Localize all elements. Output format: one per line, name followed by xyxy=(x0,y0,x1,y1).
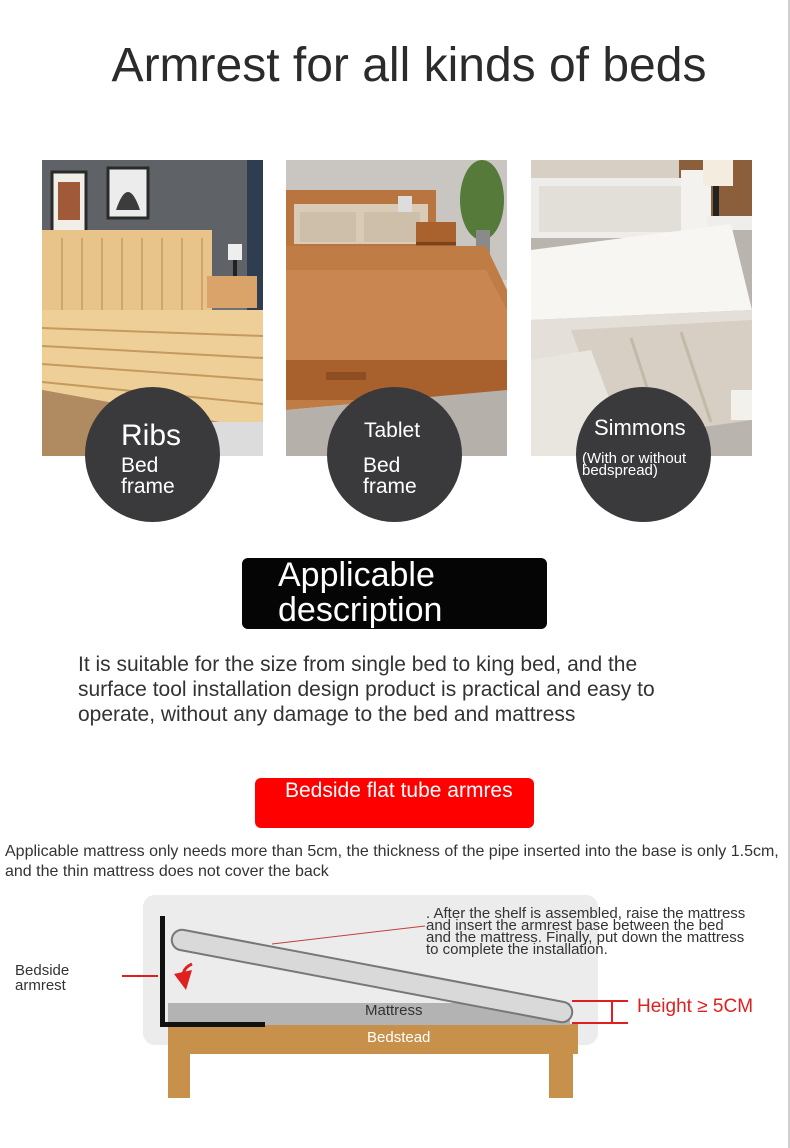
simmons-badge-line1: (With or without xyxy=(582,450,687,467)
page-title: Armrest for all kinds of beds xyxy=(111,39,707,92)
armrest-vertical-bar xyxy=(160,916,165,1026)
bedstead-label: Bedstead xyxy=(367,1029,431,1046)
mattress-requirement: Applicable mattress only needs more than 5cm, the thickness of the pipe inserted into the base is only 1.5cm, and the thin mattress does not cover the back xyxy=(5,843,779,880)
armrest-base-bar xyxy=(160,1022,265,1027)
simmons-badge-title: Simmons xyxy=(594,415,686,440)
tablet-badge-line2: frame xyxy=(363,475,417,498)
ribs-badge-line2: frame xyxy=(121,475,175,498)
applicable-description: It is suitable for the size from single bed to king bed, and the surface tool installation design product is practical and easy to operate, without any damage to the bed and mattress xyxy=(78,653,655,726)
installation-note: . After the shelf is assembled, raise the mattress and insert the armrest base between the bed and the mattress. Finally, put down the mattress to complete the installation. xyxy=(426,905,746,958)
mattress-label: Mattress xyxy=(365,1002,423,1019)
tablet-badge-line1: Bed xyxy=(363,454,401,477)
applicable-heading: Applicable description xyxy=(278,556,443,629)
ribs-badge xyxy=(85,387,220,522)
simmons-badge-line2: bedspread) xyxy=(582,462,658,479)
product-label: Bedside flat tube armres xyxy=(285,779,513,802)
tablet-badge xyxy=(327,387,462,522)
ribs-badge-title: Ribs xyxy=(121,419,182,452)
tablet-badge-title: Tablet xyxy=(364,419,421,442)
simmons-badge xyxy=(576,387,711,522)
ribs-badge-line1: Bed xyxy=(121,454,159,477)
bedside-armrest-label: Bedside armrest xyxy=(15,962,70,994)
bedstead-leg-right xyxy=(549,1054,573,1098)
height-label: Height ≥ 5CM xyxy=(637,996,754,1017)
bedstead-leg-left xyxy=(168,1054,190,1098)
